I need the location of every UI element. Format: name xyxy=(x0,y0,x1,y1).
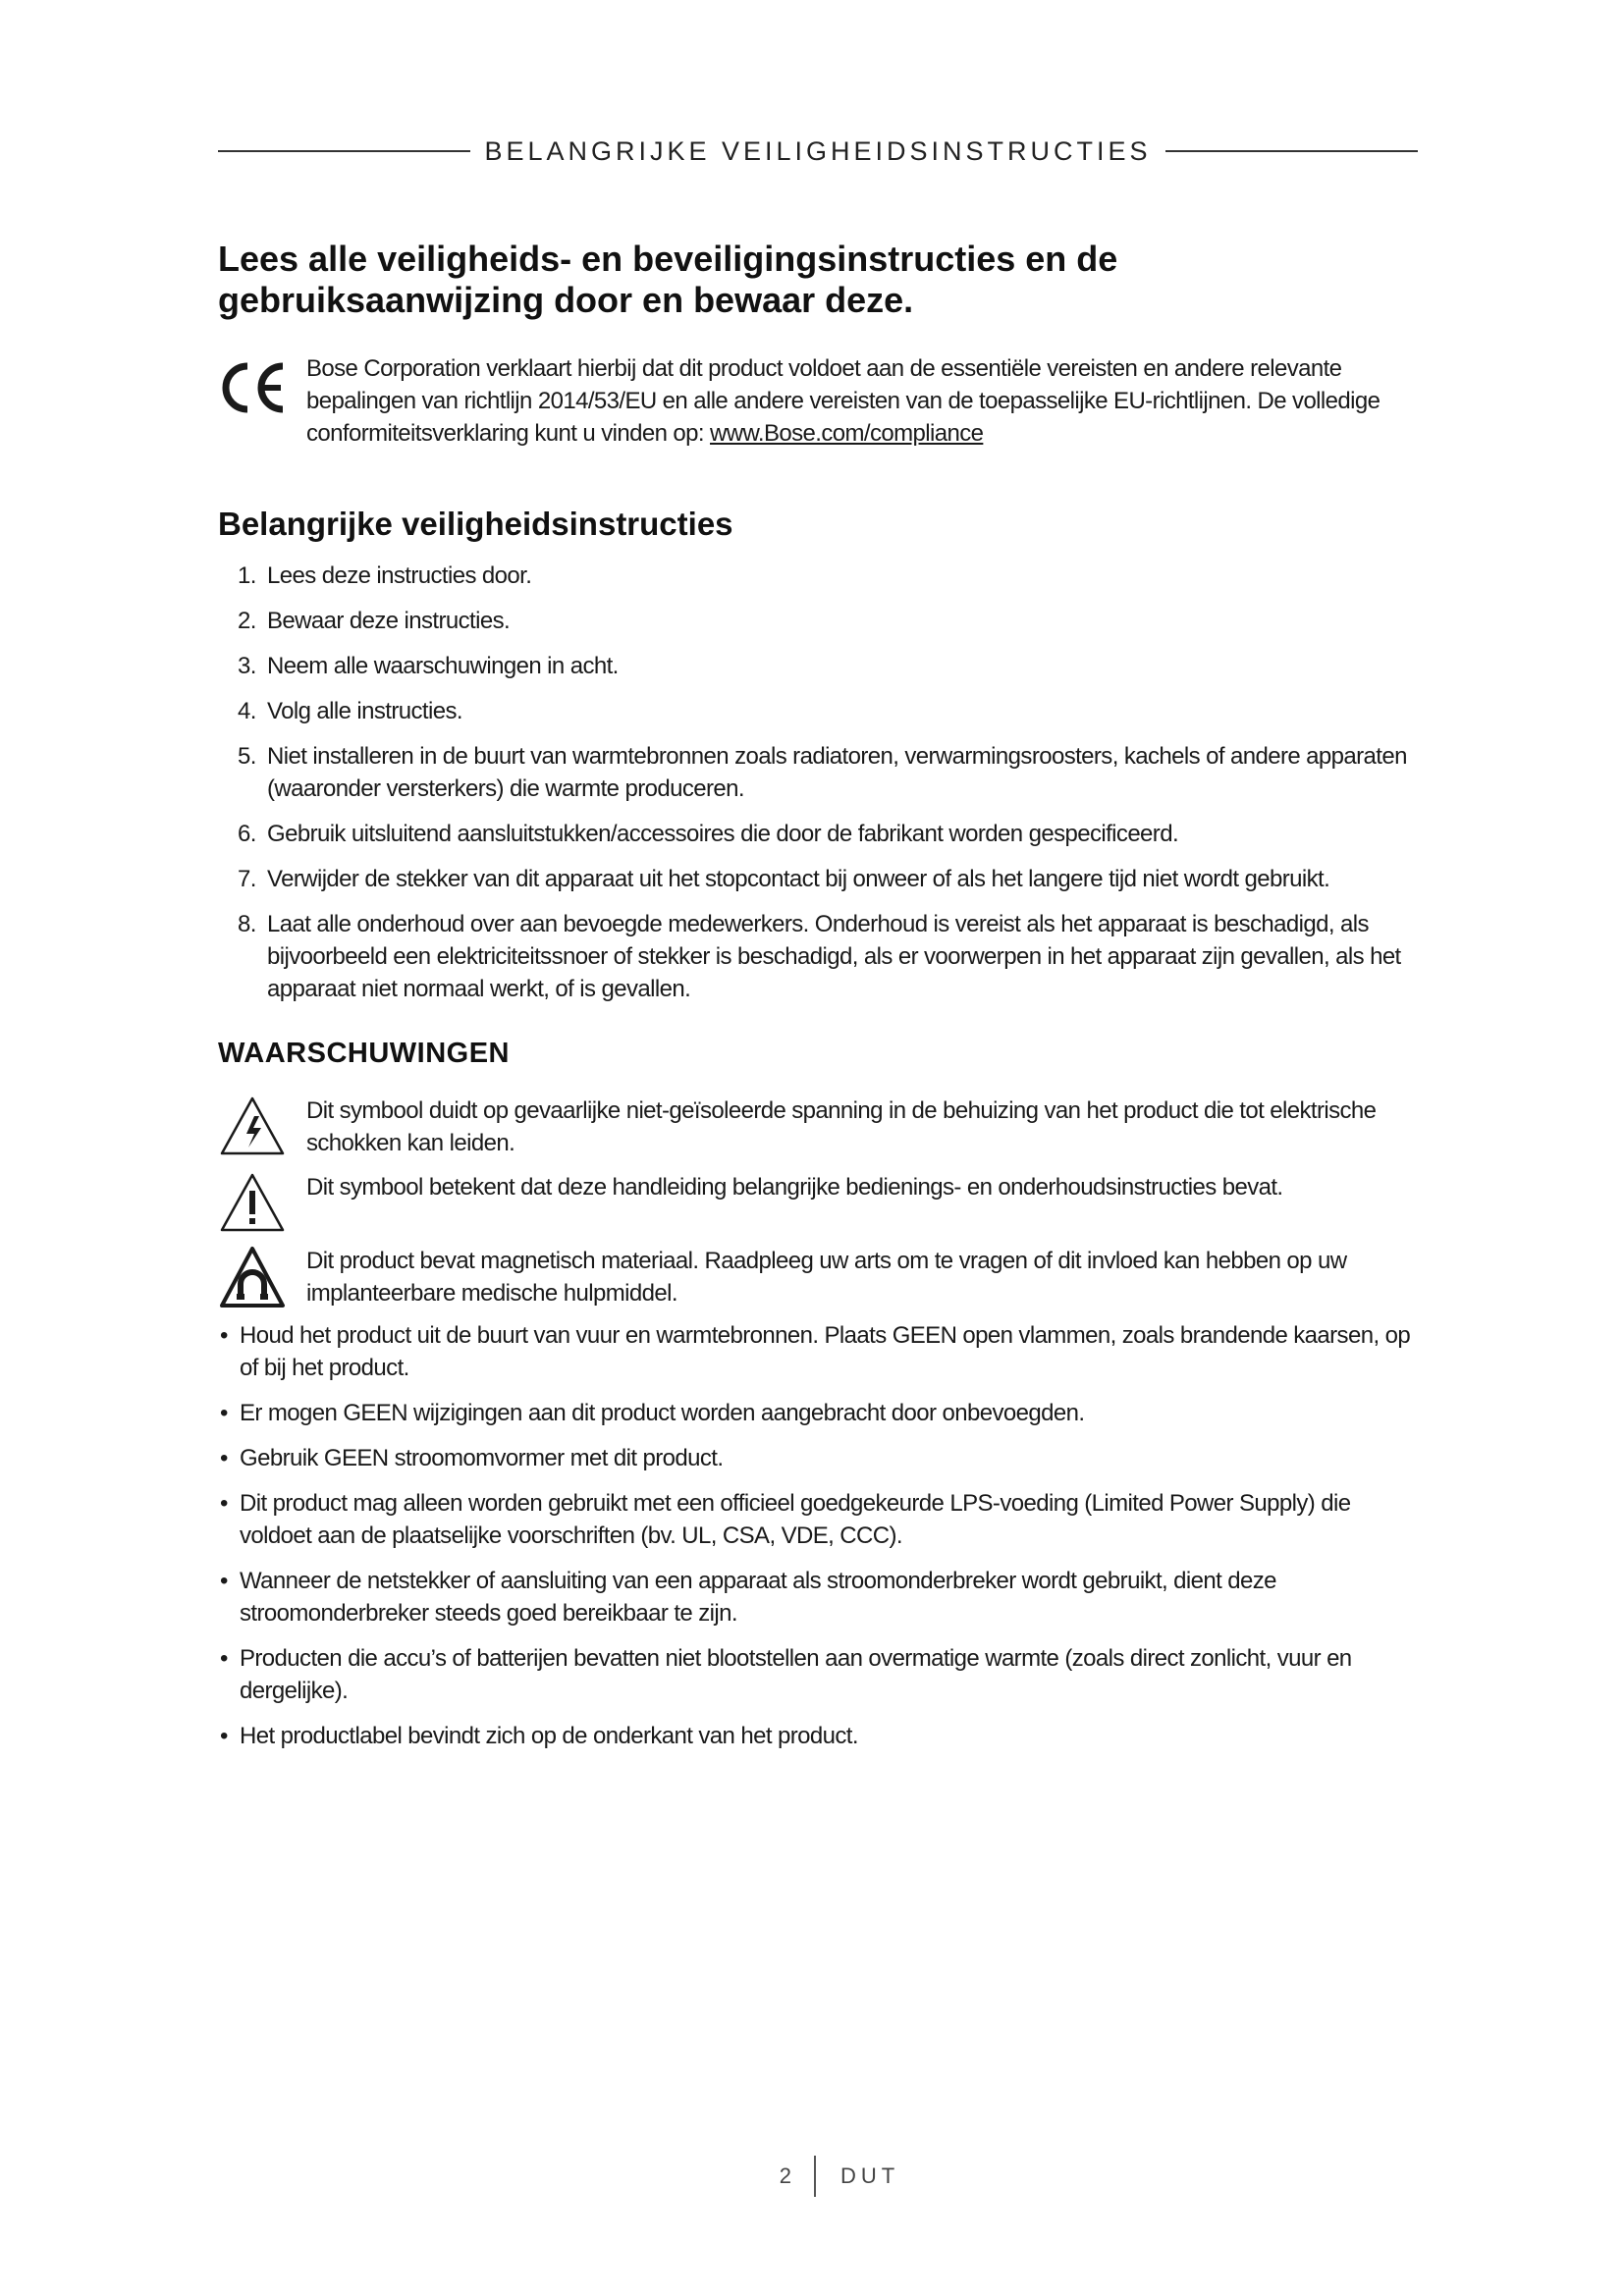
safety-section-title: Belangrijke veiligheidsinstructies xyxy=(218,506,733,542)
magnet-warning-icon xyxy=(218,1245,287,1309)
list-item xyxy=(236,650,1424,682)
bullet-dot: • xyxy=(220,1723,228,1749)
list-item-text: Houd het product uit de buurt van vuur en warmtebronnen. Plaats GEEN open vlammen, zoals brandende kaarsen, op of bij het product. xyxy=(240,1322,1411,1381)
bullet-dot: • xyxy=(220,1645,228,1672)
list-item-text: Bewaar deze instructies. xyxy=(267,608,511,634)
warning-symbol-text: Dit product bevat magnetisch materiaal. Raadpleeg uw arts om te vragen of dit invloed kan hebben op uw implanteerbare medische hulpmiddel. xyxy=(306,1248,1347,1307)
list-item xyxy=(236,863,1424,895)
bullet-dot: • xyxy=(220,1322,228,1349)
running-header xyxy=(218,133,1418,169)
list-item-text: Gebruik uitsluitend aansluitstukken/accessoires die door de fabrikant worden gespecificeerd. xyxy=(267,821,1179,847)
ce-text-body: Bose Corporation verklaart hierbij dat dit product voldoet aan de essentiële vereisten en andere relevante bepalingen van richtlijn 2014/53/EU en alle andere vereisten van de toepasselijke EU-richtlijnen. De volledige conformiteitsverklaring kunt u vinden op: xyxy=(306,355,1380,447)
bullet-dot: • xyxy=(220,1490,228,1517)
ce-mark-icon xyxy=(218,358,287,417)
list-item-number: 1. xyxy=(238,562,256,589)
list-item xyxy=(236,695,1424,727)
electric-shock-warning-icon xyxy=(218,1095,287,1157)
list-item-number: 8. xyxy=(238,911,256,937)
compliance-link[interactable]: www.Bose.com/compliance xyxy=(710,420,984,447)
footer-separator xyxy=(814,2156,816,2197)
list-item-text: Wanneer de netstekker of aansluiting van een apparaat als stroomonderbreker wordt gebruikt, dient deze stroomonderbreker steeds goed bereikbaar te zijn. xyxy=(240,1568,1276,1627)
list-item-text: Niet installeren in de buurt van warmtebronnen zoals radiatoren, verwarmingsroosters, kachels of andere apparaten (waaronder versterkers) die warmte produceren. xyxy=(267,743,1407,802)
list-item-number: 3. xyxy=(238,653,256,679)
running-header-title: BELANGRIJKE VEILIGHEIDSINSTRUCTIES xyxy=(484,135,1152,166)
list-item-text: Lees deze instructies door. xyxy=(267,562,532,589)
list-item xyxy=(236,560,1424,592)
language-code: DUT xyxy=(840,2163,900,2188)
header-rule-left xyxy=(218,150,470,152)
list-item xyxy=(218,1442,1428,1474)
safety-instruction-list xyxy=(236,560,1424,1018)
list-item-text: Laat alle onderhoud over aan bevoegde medewerkers. Onderhoud is vereist als het apparaat is beschadigd, als bijvoorbeeld een elektriciteitssnoer of stekker is beschadigd, als er voorwerpen in het apparaat zijn gevallen, als het apparaat niet normaal werkt, of is gevallen. xyxy=(267,911,1401,1002)
list-item xyxy=(218,1487,1428,1552)
list-item-text: Het productlabel bevindt zich op de onderkant van het product. xyxy=(240,1723,858,1749)
page-number: 2 xyxy=(779,2163,793,2188)
list-item-text: Dit product mag alleen worden gebruikt met een officieel goedgekeurde LPS-voeding (Limited Power Supply) die voldoet aan de plaatselijke voorschriften (bv. UL, CSA, VDE, CCC). xyxy=(240,1490,1351,1549)
warning-symbol-text: Dit symbool betekent dat deze handleiding belangrijke bedienings- en onderhoudsinstructies bevat. xyxy=(306,1174,1283,1201)
list-item-text: Verwijder de stekker van dit apparaat uit het stopcontact bij onweer of als het langere tijd niet wordt gebruikt. xyxy=(267,866,1330,892)
warning-symbol-text: Dit symbool duidt op gevaarlijke niet-geïsoleerde spanning in de behuizing van het product die tot elektrische schokken kan leiden. xyxy=(306,1097,1377,1156)
list-item xyxy=(218,1642,1428,1707)
list-item xyxy=(236,818,1424,850)
list-item-number: 4. xyxy=(238,698,256,724)
list-item xyxy=(236,908,1424,1005)
page-footer xyxy=(0,2156,1624,2199)
list-item-number: 2. xyxy=(238,608,256,634)
bullet-dot: • xyxy=(220,1400,228,1426)
ce-declaration-text xyxy=(306,352,1428,450)
bullet-dot: • xyxy=(220,1568,228,1594)
list-item-number: 7. xyxy=(238,866,256,892)
list-item-number: 5. xyxy=(238,743,256,770)
list-item xyxy=(218,1565,1428,1629)
list-item-text: Producten die accu’s of batterijen bevatten niet blootstellen aan overmatige warmte (zoals direct zonlicht, vuur en dergelijke). xyxy=(240,1645,1352,1704)
list-item xyxy=(218,1319,1428,1384)
bullet-dot: • xyxy=(220,1445,228,1471)
warnings-title: WAARSCHUWINGEN xyxy=(218,1038,510,1069)
main-title: Lees alle veiligheids- en beveiligingsinstructies en de gebruiksaanwijzing door en bewaar deze. xyxy=(218,239,1118,320)
exclamation-warning-icon xyxy=(218,1171,287,1234)
warnings-bullet-list xyxy=(218,1319,1428,1765)
list-item-text: Er mogen GEEN wijzigingen aan dit product worden aangebracht door onbevoegden. xyxy=(240,1400,1085,1426)
list-item xyxy=(236,740,1424,805)
list-item xyxy=(218,1720,1428,1752)
list-item-text: Neem alle waarschuwingen in acht. xyxy=(267,653,619,679)
list-item xyxy=(218,1397,1428,1429)
list-item-text: Volg alle instructies. xyxy=(267,698,462,724)
list-item xyxy=(236,605,1424,637)
list-item-text: Gebruik GEEN stroomomvormer met dit product. xyxy=(240,1445,724,1471)
list-item-number: 6. xyxy=(238,821,256,847)
header-rule-right xyxy=(1165,150,1418,152)
